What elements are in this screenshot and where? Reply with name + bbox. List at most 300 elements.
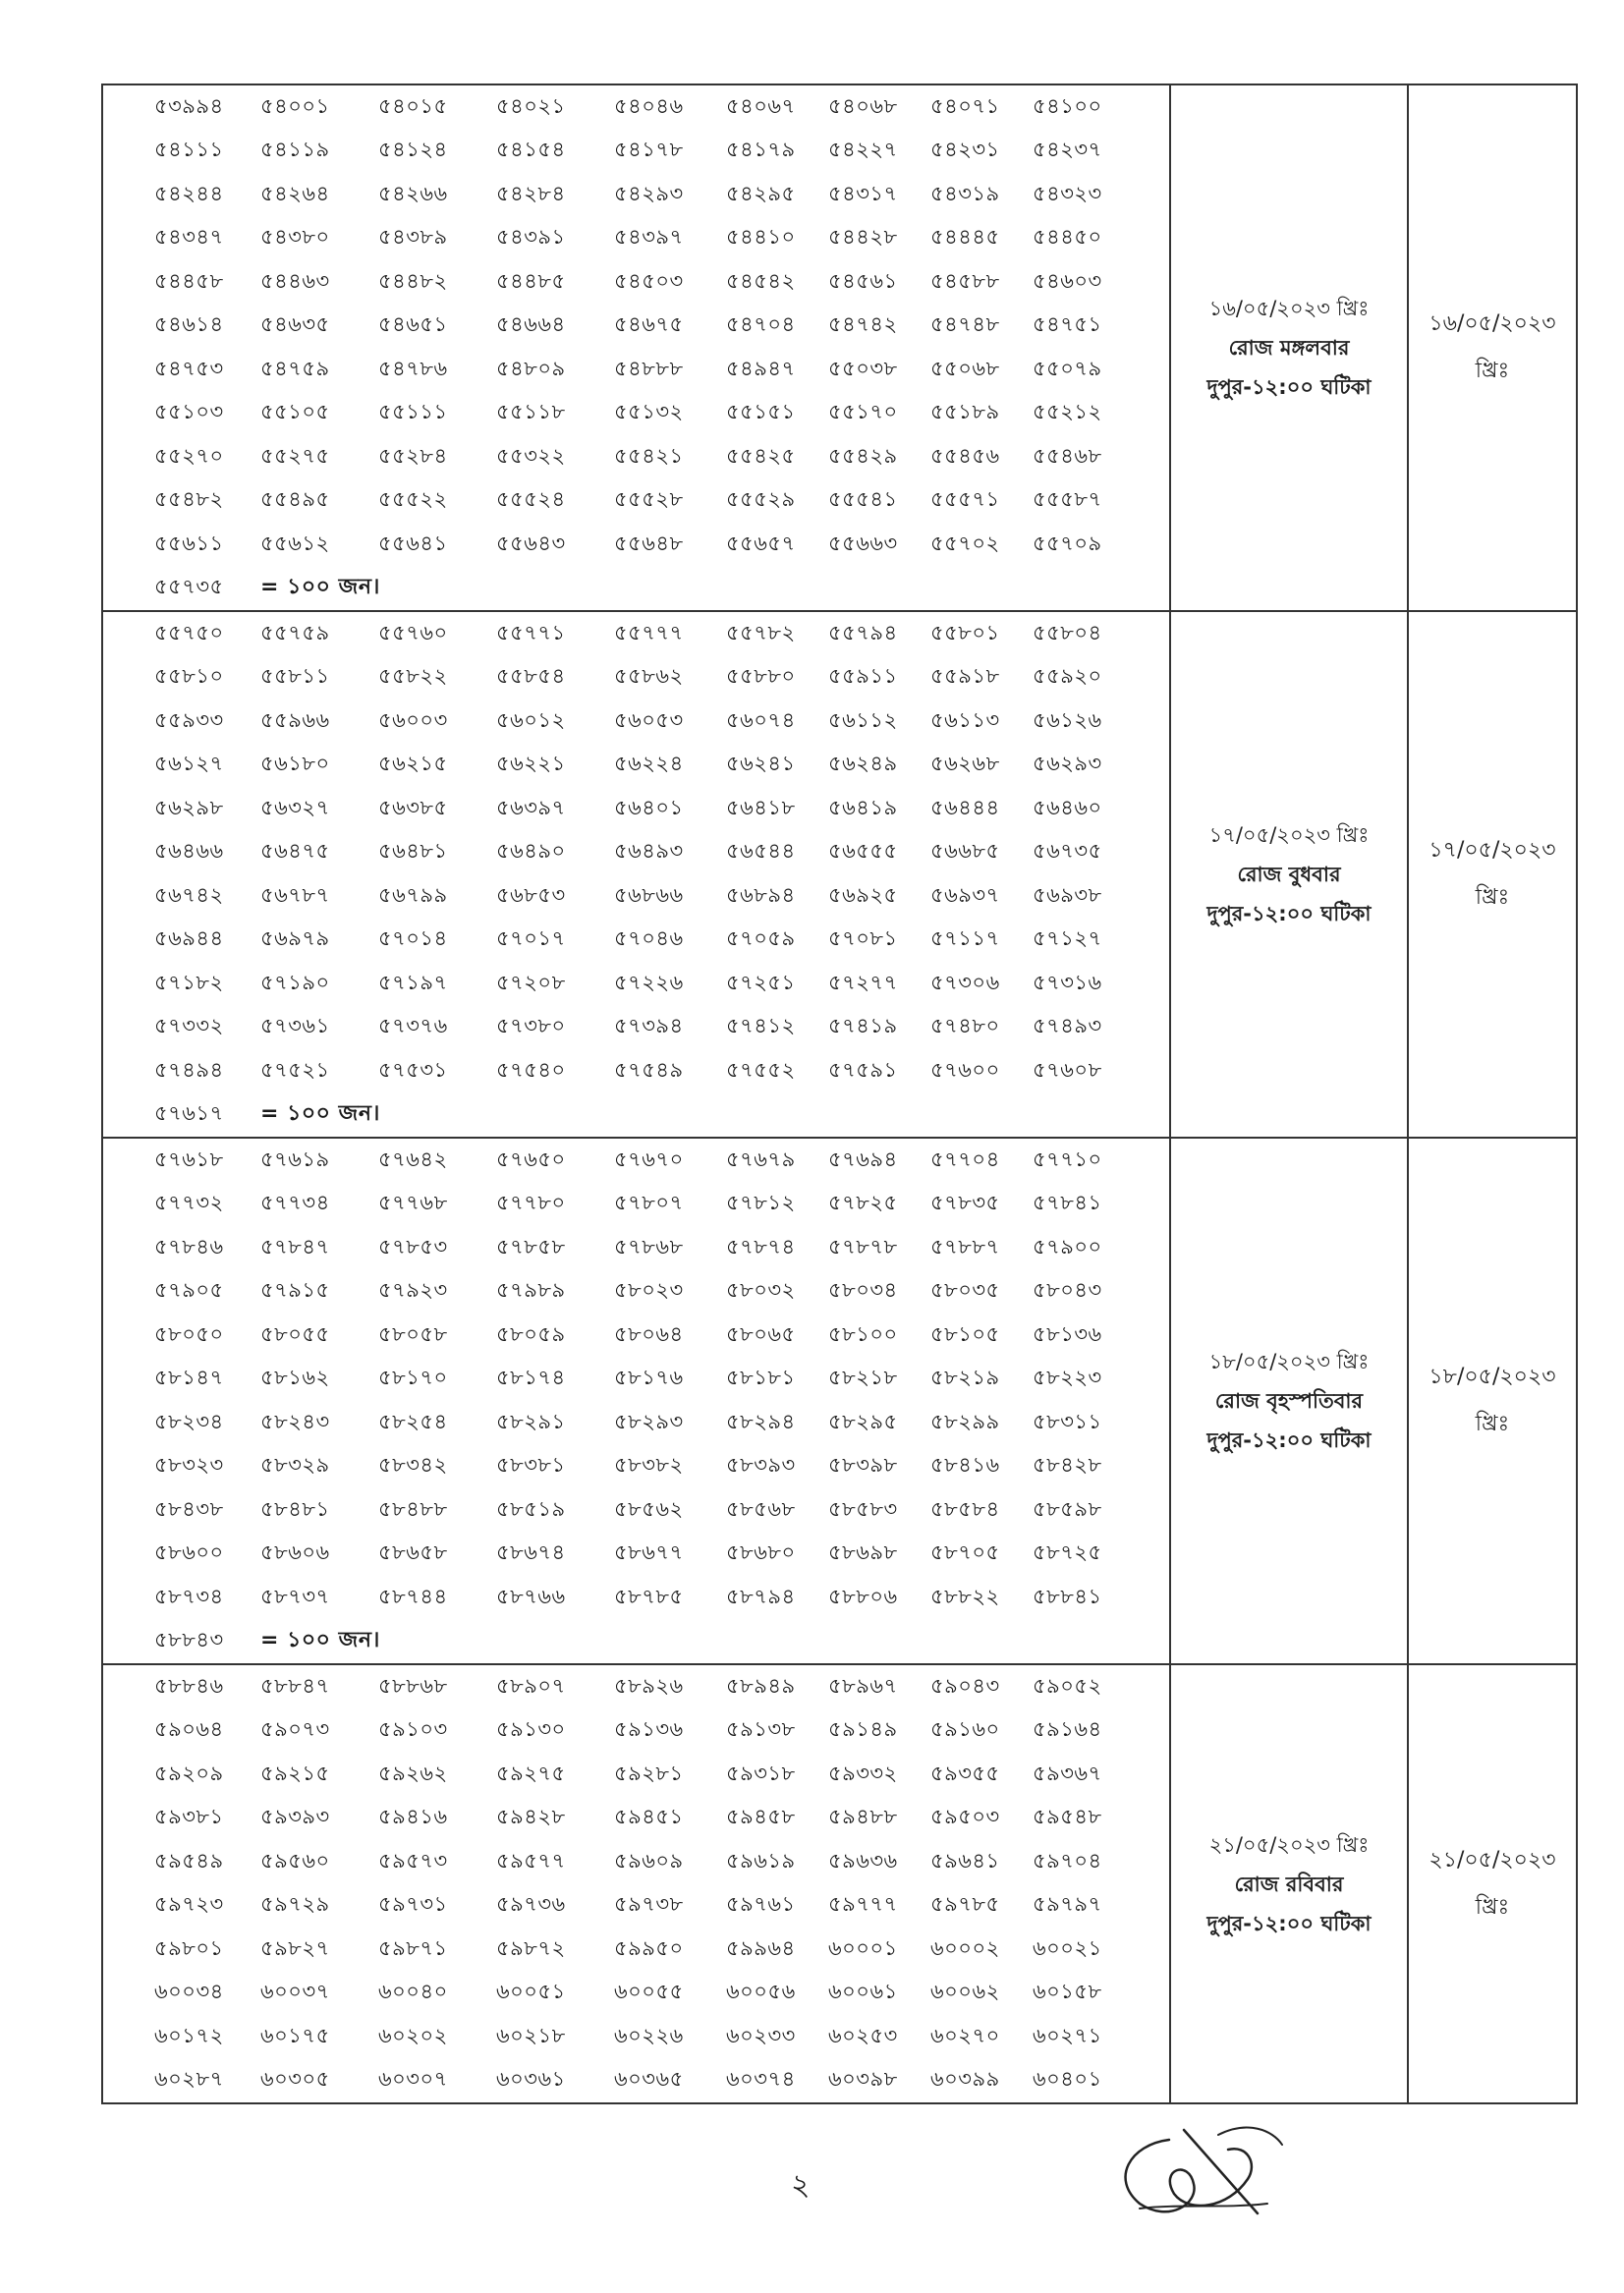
roll-number: ৬০২১৮ — [496, 2023, 566, 2047]
roll-number: ৫৬৫৪৪ — [726, 839, 796, 864]
roll-number: ৫৯৪৮৮ — [828, 1805, 898, 1829]
roll-row — [154, 2015, 1169, 2059]
roll-number: ৫৯২০৯ — [154, 1761, 224, 1785]
roll-number: ৫৪৪৮৫ — [496, 268, 566, 293]
result-date-cell — [1408, 1138, 1577, 1664]
roll-number: ৫৮১০৫ — [930, 1321, 1000, 1346]
roll-number: ৫৬১১২ — [828, 707, 898, 732]
roll-number: ৫৮৩৮২ — [614, 1453, 684, 1478]
roll-number: ৫৬৯২৫ — [828, 882, 898, 907]
roll-number: ৫৯৬১৯ — [726, 1848, 796, 1873]
roll-number: ৫৮২২৩ — [1033, 1366, 1102, 1390]
roll-number: ৫৭১২৭ — [1033, 926, 1102, 951]
result-date-cell — [1408, 1664, 1577, 2103]
roll-number: ৫৭৩৯৪ — [614, 1014, 684, 1038]
roll-number: ৫৯১৩০ — [496, 1717, 566, 1742]
exam-date: ১৬/০৫/২০২৩ খ্রিঃ — [1208, 297, 1370, 320]
roll-number: ৫৭৬৭০ — [614, 1146, 684, 1171]
roll-number: ৫৮০৫৮ — [378, 1321, 448, 1346]
exam-date-cell — [1170, 1138, 1408, 1664]
roll-number: ৫৮৮৪৩ — [154, 1628, 224, 1652]
roll-number: ৫৫১৭০ — [828, 400, 898, 424]
roll-number: ৫৪৭৪৮ — [930, 312, 1000, 337]
roll-row — [154, 699, 1169, 744]
roll-number: ৫৪৩৮৯ — [378, 225, 448, 250]
roll-number: ৫৫১৩২ — [614, 400, 684, 424]
roll-number: ৫৯৫৭৭ — [496, 1848, 566, 1873]
roll-row — [154, 831, 1169, 875]
roll-row — [154, 348, 1169, 392]
roll-schedule-table — [101, 84, 1578, 2104]
roll-number: ৫৬৯৩৭ — [930, 882, 1000, 907]
roll-number: ৫৭২৭৭ — [828, 970, 898, 994]
roll-number: ৫৯০৬৪ — [154, 1717, 224, 1742]
roll-number: ৬০৩০৭ — [378, 2067, 448, 2092]
roll-number: ৫৪৩৯১ — [496, 225, 566, 250]
roll-row — [154, 523, 1169, 567]
exam-day: রোজ রবিবার — [1234, 1872, 1344, 1896]
roll-number: ৫৬৪১৮ — [726, 795, 796, 819]
exam-date: ১৭/০৫/২০২৩ খ্রিঃ — [1208, 823, 1370, 847]
roll-number: ৫৭৮৭৮ — [828, 1234, 898, 1258]
exam-day: রোজ মঙ্গলবার — [1228, 336, 1350, 360]
roll-number: ৬০৪০১ — [1033, 2067, 1102, 2092]
roll-row — [154, 1139, 1169, 1183]
roll-number: ৫৪৪১০ — [726, 225, 796, 250]
result-date: ১৬/০৫/২০২৩ — [1428, 311, 1556, 336]
roll-row — [154, 85, 1169, 130]
roll-number: ৫৭৮৩৫ — [930, 1191, 1000, 1215]
roll-number: ৫৪৩৯৭ — [614, 225, 684, 250]
roll-number: ৫৪১৭৯ — [726, 138, 796, 162]
roll-number: ৫৮০৫০ — [154, 1321, 224, 1346]
roll-number: ৫৮৩৯৮ — [828, 1453, 898, 1478]
roll-number: ৫৫১০৩ — [154, 400, 224, 424]
roll-number: ৬০২৩৩ — [726, 2023, 796, 2047]
roll-number: ৫৭৫৫২ — [726, 1057, 796, 1082]
roll-number: ৫৮০৩৫ — [930, 1278, 1000, 1303]
roll-number: ৫৭৯২৩ — [378, 1278, 448, 1303]
roll-number: ৫৭১৯০ — [260, 970, 330, 994]
roll-number: ৬০০৫৫ — [614, 1980, 684, 2004]
roll-number: ৫৬৯৪৪ — [154, 926, 224, 951]
roll-number: ৫৭৩৮০ — [496, 1014, 566, 1038]
roll-number: ৫৪৫০৩ — [614, 268, 684, 293]
total-row — [154, 567, 1169, 611]
roll-number: ৫৫৮১১ — [260, 664, 330, 689]
roll-number: ৫৮৫৬২ — [614, 1496, 684, 1521]
roll-number: ৫৫৮৬২ — [614, 664, 684, 689]
roll-number: ৬০২০২ — [378, 2023, 448, 2047]
roll-number: ৫৫৫২৮ — [614, 487, 684, 512]
roll-number: ৫৪২৬৪ — [260, 181, 330, 205]
roll-number: ৫৯০৪৩ — [930, 1673, 1000, 1698]
roll-number: ৫৪২৯৫ — [726, 181, 796, 205]
roll-number: ৫৯৭৩৬ — [496, 1892, 566, 1917]
roll-number: ৫৫১৫১ — [726, 400, 796, 424]
roll-row — [154, 305, 1169, 349]
roll-number: ৫৭৮১২ — [726, 1191, 796, 1215]
roll-number: ৬০০৫১ — [496, 1980, 566, 2004]
roll-number: ৬০০০২ — [930, 1935, 1000, 1960]
roll-number: ৫৯৪৫১ — [614, 1805, 684, 1829]
roll-number: ৬০২৭০ — [930, 2023, 1000, 2047]
roll-number: ৫৯২৭৫ — [496, 1761, 566, 1785]
roll-number: ৫৭৮২৫ — [828, 1191, 898, 1215]
roll-number: ৫৪০৪৬ — [614, 93, 684, 118]
roll-row — [154, 1884, 1169, 1929]
roll-number: ৫৪২২৭ — [828, 138, 898, 162]
roll-row — [154, 656, 1169, 700]
exam-time: দুপুর-১২:০০ ঘটিকা — [1206, 375, 1372, 399]
roll-number: ৫৬৮৫৩ — [496, 882, 566, 907]
roll-row — [154, 1401, 1169, 1445]
roll-number: ৫৪৩৪৭ — [154, 225, 224, 250]
roll-number: ৫৭৪৮০ — [930, 1014, 1000, 1038]
roll-number: ৫৭৪৯৩ — [1033, 1014, 1102, 1038]
roll-number: ৫৭৬০০ — [930, 1057, 1000, 1082]
roll-number: ৫৭০১৪ — [378, 926, 448, 951]
roll-number: ৫৮৬০০ — [154, 1540, 224, 1565]
roll-number: ৫৪৩১৯ — [930, 181, 1000, 205]
roll-number: ৫৬৪৭৫ — [260, 839, 330, 864]
result-suffix: খ্রিঃ — [1475, 1894, 1510, 1920]
roll-number: ৫৯৩৩২ — [828, 1761, 898, 1785]
roll-number: ৫৫৭৮২ — [726, 620, 796, 644]
roll-number: ৫৮৮০৬ — [828, 1584, 898, 1608]
roll-number: ৫৮৪৩৮ — [154, 1496, 224, 1521]
roll-number: ৫৫৬১২ — [260, 531, 330, 555]
roll-number: ৫৪৫৪২ — [726, 268, 796, 293]
schedule-block — [102, 1664, 1577, 2103]
roll-number: ৫৪৬৬৪ — [496, 312, 566, 337]
roll-number: ৫৭৬৯৪ — [828, 1146, 898, 1171]
roll-number: ৫৬০০৩ — [378, 707, 448, 732]
roll-number: ৫৫২৭৫ — [260, 443, 330, 468]
roll-number: ৬০০৩৪ — [154, 1980, 224, 2004]
roll-number: ৫৭৫৪০ — [496, 1057, 566, 1082]
roll-number: ৫৭৯০৫ — [154, 1278, 224, 1303]
signature-image — [1100, 2110, 1297, 2228]
roll-number: ৫৮৪৮১ — [260, 1496, 330, 1521]
roll-row — [154, 479, 1169, 524]
roll-number: ৫৮৬৯৮ — [828, 1540, 898, 1565]
roll-row — [154, 1709, 1169, 1754]
roll-number: ৫৯৮৭২ — [496, 1935, 566, 1960]
roll-row — [154, 1972, 1169, 2016]
roll-number: ৬০২৭১ — [1033, 2023, 1102, 2047]
exam-time: দুপুর-১২:০০ ঘটিকা — [1206, 1428, 1372, 1452]
roll-number: ৫৯৪৫৮ — [726, 1805, 796, 1829]
roll-number: ৫৯২১৫ — [260, 1761, 330, 1785]
roll-number: ৫৮৭৮৫ — [614, 1584, 684, 1608]
roll-number: ৫৬৪৪৪ — [930, 795, 1000, 819]
roll-number: ৬০০৬২ — [930, 1980, 1000, 2004]
roll-number: ৫৬৭৮৭ — [260, 882, 330, 907]
roll-number: ৫৫০৬৮ — [930, 356, 1000, 380]
roll-number: ৫৫৯৬৬ — [260, 707, 330, 732]
roll-number: ৫৮৬৮০ — [726, 1540, 796, 1565]
total-count: = ১০০ জন। — [260, 575, 380, 600]
roll-number: ৫৪৫৮৮ — [930, 268, 1000, 293]
roll-numbers-cell — [102, 84, 1170, 611]
result-date: ১৭/০৫/২০২৩ — [1428, 838, 1556, 863]
roll-number: ৫৭৯১৫ — [260, 1278, 330, 1303]
exam-day: রোজ বৃহস্পতিবার — [1214, 1389, 1364, 1413]
roll-number: ৫৭৮০৭ — [614, 1191, 684, 1215]
roll-number: ৫৯৫৪৮ — [1033, 1805, 1102, 1829]
roll-number: ৫৮৮৪১ — [1033, 1584, 1102, 1608]
roll-number: ৫৯১০৩ — [378, 1717, 448, 1742]
roll-number: ৫৫৫৮৭ — [1033, 487, 1102, 512]
roll-number: ৫৭৬৭৯ — [726, 1146, 796, 1171]
roll-number: ৫৮৮৪৬ — [154, 1673, 224, 1698]
result-date: ২১/০৫/২০২৩ — [1428, 1847, 1556, 1873]
roll-number: ৫৮০৫৯ — [496, 1321, 566, 1346]
roll-number: ৫৪০৭১ — [930, 93, 1000, 118]
roll-number: ৫৭৭৬৮ — [378, 1191, 448, 1215]
roll-number: ৫৭২০৮ — [496, 970, 566, 994]
roll-number: ৬০৩৬১ — [496, 2067, 566, 2092]
roll-row — [154, 1006, 1169, 1050]
roll-number: ৫৫৭৫৯ — [260, 620, 330, 644]
roll-number: ৫৯৬৪১ — [930, 1848, 1000, 1873]
roll-number: ৫৯৬৩৬ — [828, 1848, 898, 1873]
roll-number: ৫৬৩৯৭ — [496, 795, 566, 819]
roll-number: ৫৯৩৫৫ — [930, 1761, 1000, 1785]
roll-row — [154, 392, 1169, 436]
roll-row — [154, 2059, 1169, 2103]
roll-number: ৫৭২২৬ — [614, 970, 684, 994]
roll-number: ৫৬১২৭ — [154, 752, 224, 776]
roll-number: ৫৭৮৭৪ — [726, 1234, 796, 1258]
roll-number: ৫৮৫৮৪ — [930, 1496, 1000, 1521]
roll-number: ৫৫৯৩৩ — [154, 707, 224, 732]
roll-number: ৫৭৮৮৭ — [930, 1234, 1000, 1258]
roll-number: ৫৫৪২৯ — [828, 443, 898, 468]
roll-number: ৫৯৭৬১ — [726, 1892, 796, 1917]
roll-number: ৫৫৮১০ — [154, 664, 224, 689]
roll-number: ৫৬৭৪২ — [154, 882, 224, 907]
roll-number: ৫৭৬৫০ — [496, 1146, 566, 1171]
roll-number: ৫৫৪২১ — [614, 443, 684, 468]
roll-number: ৫৫৮২২ — [378, 664, 448, 689]
roll-number: ৫৫৫৭১ — [930, 487, 1000, 512]
roll-number: ৬০৩৯৯ — [930, 2067, 1000, 2092]
roll-row — [154, 1797, 1169, 1841]
roll-row — [154, 1488, 1169, 1533]
roll-number: ৫৫৮৫৪ — [496, 664, 566, 689]
roll-number: ৫৬৭৯৯ — [378, 882, 448, 907]
roll-number: ৫৮২১৮ — [828, 1366, 898, 1390]
schedule-block — [102, 611, 1577, 1138]
roll-number: ৬০২২৬ — [614, 2023, 684, 2047]
roll-number: ৫৬৪০১ — [614, 795, 684, 819]
total-row — [154, 1620, 1169, 1664]
roll-number: ৫৮২৯৪ — [726, 1409, 796, 1433]
exam-date-cell — [1170, 84, 1408, 611]
roll-number: ৫৪৭৮৬ — [378, 356, 448, 380]
roll-number: ৫৫৬৬৩ — [828, 531, 898, 555]
roll-number: ৫৭৩০৬ — [930, 970, 1000, 994]
roll-number: ৬০২৮৭ — [154, 2067, 224, 2092]
roll-number: ৫৭৫৩১ — [378, 1057, 448, 1082]
total-count: = ১০০ জন। — [260, 1628, 380, 1653]
roll-row — [154, 962, 1169, 1006]
roll-number: ৫৪৬৫১ — [378, 312, 448, 337]
roll-number: ৫৫২১২ — [1033, 400, 1102, 424]
roll-number: ৫৮২৯৯ — [930, 1409, 1000, 1433]
roll-number: ৫৮৬৭৭ — [614, 1540, 684, 1565]
roll-number: ৫৮৯৪৯ — [726, 1673, 796, 1698]
exam-time: দুপুর-১২:০০ ঘটিকা — [1206, 902, 1372, 925]
roll-number: ৫৮৮৪৭ — [260, 1673, 330, 1698]
roll-number: ৫৮৯০৭ — [496, 1673, 566, 1698]
roll-number: ৫৯০৫২ — [1033, 1673, 1102, 1698]
roll-number: ৫৪৬৩৫ — [260, 312, 330, 337]
roll-number: ৫৫৭৬০ — [378, 620, 448, 644]
roll-number: ৫৮৭৬৬ — [496, 1584, 566, 1608]
roll-number: ৫৪৪৪৫ — [930, 225, 1000, 250]
roll-number: ৫৮২১৯ — [930, 1366, 1000, 1390]
roll-number: ৫৭৭৩২ — [154, 1191, 224, 1215]
roll-number: ৫৪৮০৯ — [496, 356, 566, 380]
roll-number: ৫৯৭৩১ — [378, 1892, 448, 1917]
roll-number: ৫৭৩৭৬ — [378, 1014, 448, 1038]
roll-number: ৫৫৬৪৩ — [496, 531, 566, 555]
roll-number: ৫৭৩৩২ — [154, 1014, 224, 1038]
roll-number: ৫৮৫৯৮ — [1033, 1496, 1102, 1521]
result-suffix: খ্রিঃ — [1475, 1412, 1510, 1436]
roll-numbers-cell — [102, 611, 1170, 1138]
roll-number: ৫৫০৩৮ — [828, 356, 898, 380]
roll-number: ৫৮৬৫৮ — [378, 1540, 448, 1565]
roll-number: ৫৮৯৬৭ — [828, 1673, 898, 1698]
roll-number: ৫৭৭৮০ — [496, 1191, 566, 1215]
roll-number: ৫৮৮৬৮ — [378, 1673, 448, 1698]
roll-number: ৫৮১৪৭ — [154, 1366, 224, 1390]
roll-number: ৫৭৬১৮ — [154, 1146, 224, 1171]
roll-number: ৫৪৪২৮ — [828, 225, 898, 250]
roll-row — [154, 1049, 1169, 1093]
roll-number: ৫৬২৪৯ — [828, 752, 898, 776]
roll-number: ৫৫৪৫৬ — [930, 443, 1000, 468]
roll-number: ৫৪৩২৩ — [1033, 181, 1102, 205]
roll-number: ৫৫৭৭৭ — [614, 620, 684, 644]
roll-number: ৫৬১৮০ — [260, 752, 330, 776]
roll-number: ৫৮০৩২ — [726, 1278, 796, 1303]
roll-number: ৫৮৫৮৩ — [828, 1496, 898, 1521]
roll-number: ৫৭৬৪২ — [378, 1146, 448, 1171]
roll-number: ৫৫১১১ — [378, 400, 448, 424]
roll-number: ৫৮২৯১ — [496, 1409, 566, 1433]
roll-number: ৫৮৯২৬ — [614, 1673, 684, 1698]
roll-number: ৫৬৮৬৬ — [614, 882, 684, 907]
roll-number: ৫৪১০০ — [1033, 93, 1102, 118]
roll-number: ৫৮৭৩৪ — [154, 1584, 224, 1608]
roll-number: ৬০০০১ — [828, 1935, 898, 1960]
roll-number: ৫৯৫৪৯ — [154, 1848, 224, 1873]
roll-number: ৫৭৮৫৮ — [496, 1234, 566, 1258]
roll-number: ৫৫৭৫০ — [154, 620, 224, 644]
roll-row — [154, 1183, 1169, 1227]
roll-number: ৫৭৭০৪ — [930, 1146, 1000, 1171]
roll-number: ৬০৩০৫ — [260, 2067, 330, 2092]
roll-number: ৫৮২৯৩ — [614, 1409, 684, 1433]
roll-number: ৫৯৭৩৮ — [614, 1892, 684, 1917]
roll-number: ৫৮০৬৪ — [614, 1321, 684, 1346]
roll-number: ৫৬৪৬০ — [1033, 795, 1102, 819]
roll-number: ৫৪৬১৪ — [154, 312, 224, 337]
exam-date: ১৮/০৫/২০২৩ খ্রিঃ — [1208, 1350, 1370, 1373]
roll-number: ৫৫৪২৫ — [726, 443, 796, 468]
roll-number: ৫৭৫৪৯ — [614, 1057, 684, 1082]
result-suffix: খ্রিঃ — [1475, 885, 1510, 910]
roll-number: ৫৯১৬৪ — [1033, 1717, 1102, 1742]
roll-row — [154, 1533, 1169, 1577]
roll-number: ৫৬১১৩ — [930, 707, 1000, 732]
roll-number: ৫৮০২৩ — [614, 1278, 684, 1303]
roll-number: ৫৫৮৮০ — [726, 664, 796, 689]
roll-number: ৫৪৪৮২ — [378, 268, 448, 293]
roll-number: ৫৭৪১২ — [726, 1014, 796, 1038]
exam-time: দুপুর-১২:০০ ঘটিকা — [1206, 1911, 1372, 1935]
roll-row — [154, 260, 1169, 305]
roll-row — [154, 612, 1169, 656]
roll-number: ৫৪৬৭৫ — [614, 312, 684, 337]
roll-number: ৬০০৫৬ — [726, 1980, 796, 2004]
roll-number: ৫৬২৬৮ — [930, 752, 1000, 776]
roll-number: ৫৫৫২৯ — [726, 487, 796, 512]
roll-number: ৫৫৬৫৭ — [726, 531, 796, 555]
roll-number: ৫৯৮৭১ — [378, 1935, 448, 1960]
roll-number: ৫৫৮০৪ — [1033, 620, 1102, 644]
roll-number: ৫৫৮০১ — [930, 620, 1000, 644]
schedule-block — [102, 1138, 1577, 1664]
roll-number: ৫৯৭৭৭ — [828, 1892, 898, 1917]
roll-number: ৫৭১৮২ — [154, 970, 224, 994]
roll-number: ৫৮৭৯৪ — [726, 1584, 796, 1608]
roll-number: ৫৪৩১৭ — [828, 181, 898, 205]
roll-number: ৫৬৬৮৫ — [930, 839, 1000, 864]
roll-number: ৫৭৬১৯ — [260, 1146, 330, 1171]
roll-number: ৫৯৭৯৭ — [1033, 1892, 1102, 1917]
roll-number: ৫৬৯৩৮ — [1033, 882, 1102, 907]
roll-number: ৬০২৫৩ — [828, 2023, 898, 2047]
roll-number: ৫৯৫৬০ — [260, 1848, 330, 1873]
roll-number: ৫৯১৪৯ — [828, 1717, 898, 1742]
roll-number: ৫৪৮৮৮ — [614, 356, 684, 380]
roll-number: ৫৮১৭৪ — [496, 1366, 566, 1390]
roll-number: ৫৫৯২০ — [1033, 664, 1102, 689]
roll-row — [154, 787, 1169, 831]
roll-number: ৫৫৬৪৮ — [614, 531, 684, 555]
roll-number: ৫৮০৪৩ — [1033, 1278, 1102, 1303]
roll-row — [154, 1665, 1169, 1709]
roll-number: ৫৮২৫৪ — [378, 1409, 448, 1433]
roll-number: ৫৫৩২২ — [496, 443, 566, 468]
roll-number: ৫৭৭৩৪ — [260, 1191, 330, 1215]
roll-number: ৫৬৪৮১ — [378, 839, 448, 864]
roll-number: ৫৮৭২৫ — [1033, 1540, 1102, 1565]
roll-row — [154, 435, 1169, 479]
roll-row — [154, 1270, 1169, 1314]
roll-number: ৫৮৩২৯ — [260, 1453, 330, 1478]
roll-number: ৫৮৩৮১ — [496, 1453, 566, 1478]
roll-number: ৫৭০৮১ — [828, 926, 898, 951]
roll-number: ৫৯৭২৯ — [260, 1892, 330, 1917]
roll-number: ৫৮১৬২ — [260, 1366, 330, 1390]
